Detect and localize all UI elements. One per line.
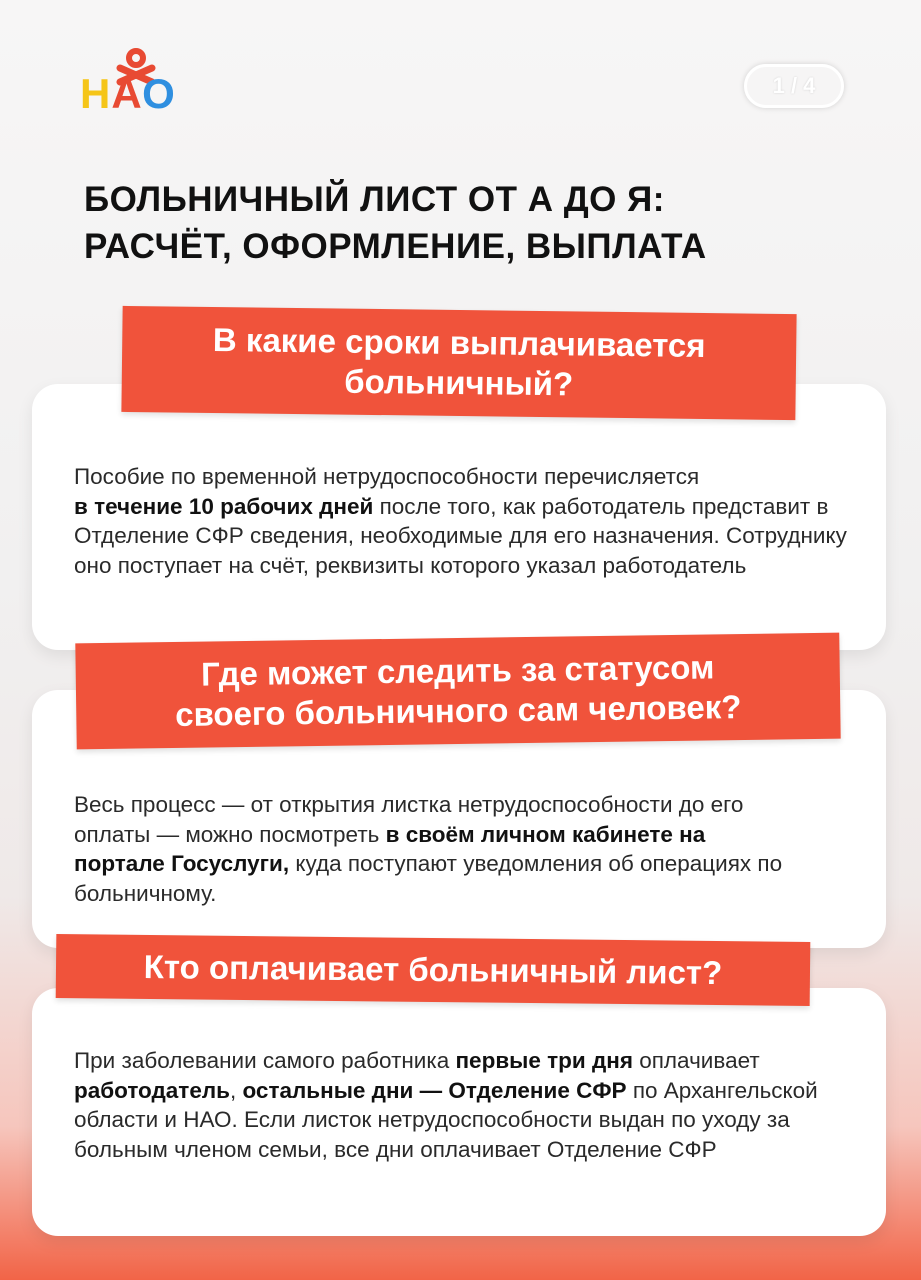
logo-text bbox=[80, 70, 176, 118]
section-3-text-3: , bbox=[229, 1077, 243, 1103]
logo-letter-h: Н bbox=[80, 70, 112, 117]
section-2-body bbox=[74, 790, 794, 908]
section-3-bold-2: работодатель bbox=[74, 1077, 230, 1103]
section-3-bold-3: остальные дни — Отделение СФР bbox=[242, 1077, 627, 1103]
section-2-text-1: Весь процесс — от открытия листка нетрудоспособности до его оплаты — можно посмотреть bbox=[74, 792, 744, 847]
section-1-heading-line-1: В какие сроки выплачивается bbox=[212, 320, 706, 365]
section-2-heading-line-2: своего больничного сам человек? bbox=[174, 688, 742, 733]
section-2-heading bbox=[75, 633, 840, 750]
section-1-text-1: Пособие по временной нетрудоспособности перечисляется bbox=[74, 464, 700, 489]
page-title-line-2: РАСЧЁТ, ОФОРМЛЕНИЕ, ВЫПЛАТА bbox=[84, 227, 707, 266]
section-3-body bbox=[74, 1046, 844, 1164]
section-1-body bbox=[74, 462, 854, 580]
section-3-heading-line-1: Кто оплачивает больничный лист? bbox=[143, 947, 723, 992]
section-2-text-2: куда поступают уведомления об операциях по больничному. bbox=[74, 851, 783, 906]
section-3-bold-1: первые три дня bbox=[455, 1048, 633, 1073]
logo-letter-a: А bbox=[111, 70, 143, 117]
section-1-bold-1: в течение 10 рабочих дней bbox=[74, 493, 374, 519]
section-3-text-1: При заболевании самого работника bbox=[74, 1048, 456, 1073]
page-title bbox=[84, 176, 864, 270]
section-1-text-2: после того, как работодатель представит в Отделение СФР сведения, необходимые для его назначения. Сотруднику оно поступает на счёт, реквизиты которого указал работодатель bbox=[74, 493, 847, 578]
logo-letter-o: О bbox=[142, 70, 176, 117]
page-title-line-1: БОЛЬНИЧНЫЙ ЛИСТ ОТ А ДО Я: bbox=[84, 180, 665, 219]
nao-logo bbox=[80, 48, 200, 117]
page-indicator: 1 / 4 bbox=[744, 64, 844, 108]
section-3-text-2: оплачивает bbox=[632, 1048, 760, 1073]
section-1-heading-line-2: больничный? bbox=[344, 362, 574, 403]
section-2-bold-1: в своём личном кабинете на портале Госуслуги, bbox=[74, 821, 706, 876]
section-2-heading-line-1: Где может следить за статусом bbox=[200, 648, 715, 693]
section-3-heading bbox=[56, 934, 811, 1006]
section-3-text-4: по Архангельской области и НАО. Если листок нетрудоспособности выдан по уходу за больным членом семьи, все дни оплачивает Отделение СФР bbox=[74, 1077, 818, 1162]
section-1-heading bbox=[121, 306, 796, 420]
